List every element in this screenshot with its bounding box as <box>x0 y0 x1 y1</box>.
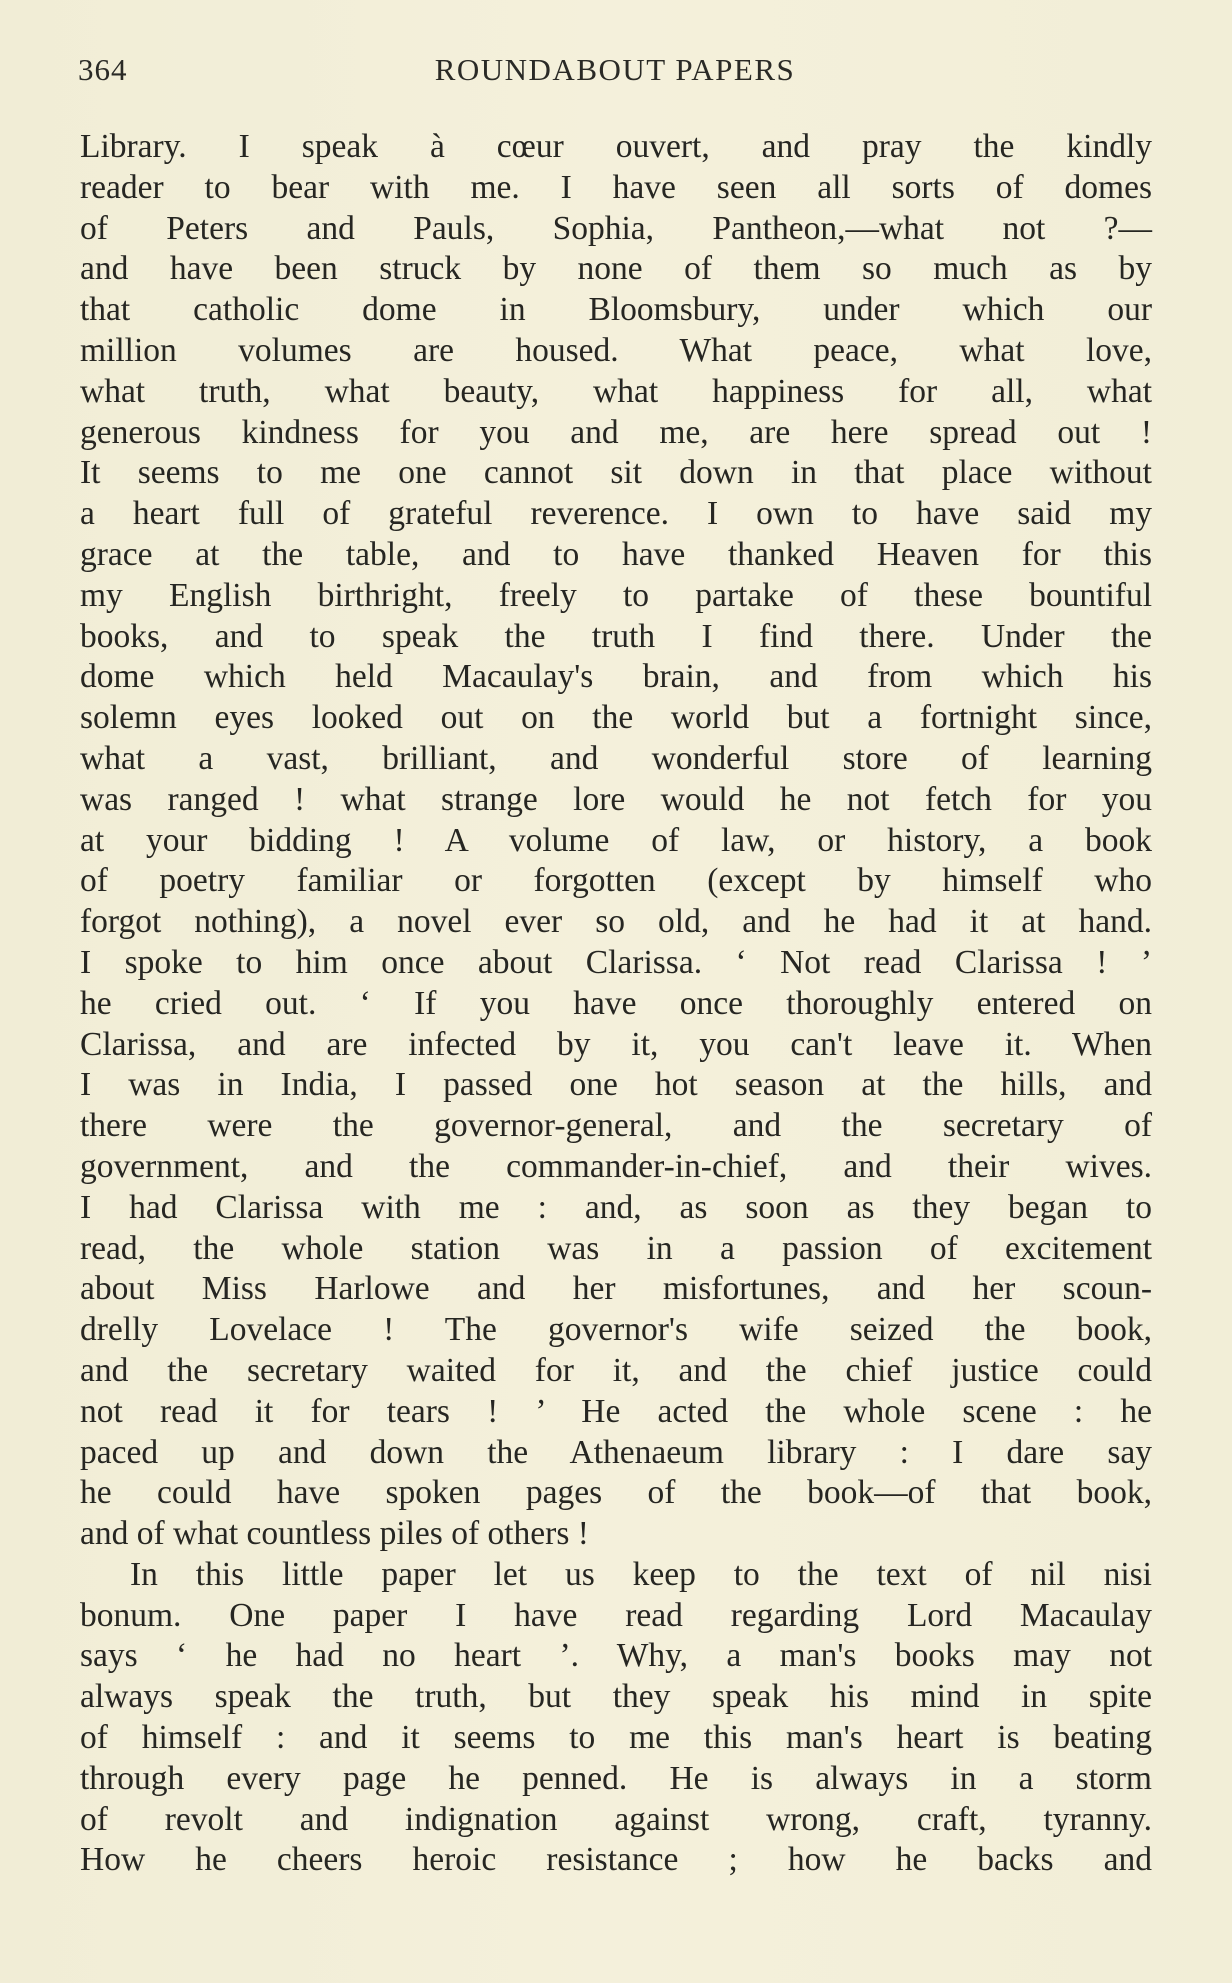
text-line: It seems to me one cannot sit down in that place without <box>80 454 1152 492</box>
text-line: generous kindness for you and me, are here spread out ! <box>80 413 1152 451</box>
text-line: of Peters and Pauls, Sophia, Pantheon,—what not ?— <box>80 209 1152 247</box>
text-line: and of what countless piles of others ! <box>80 1515 589 1553</box>
text-line: drelly Lovelace ! The governor's wife seized the book, <box>80 1311 1152 1349</box>
running-head: ROUNDABOUT PAPERS <box>434 52 796 87</box>
text-line: of poetry familiar or forgotten (except by himself who <box>80 862 1152 900</box>
text-line: forgot nothing), a novel ever so old, and he had it at hand. <box>80 903 1152 941</box>
text-line: and the secretary waited for it, and the chief justice could <box>80 1351 1152 1389</box>
text-line: always speak the truth, but they speak his mind in spite <box>80 1678 1152 1716</box>
text-line: he cried out. ‘ If you have once thoroughly entered on <box>80 984 1152 1022</box>
text-line: about Miss Harlowe and her misfortunes, and her scoun- <box>80 1270 1152 1308</box>
text-line: In this little paper let us keep to the text of nil nisi <box>130 1555 1152 1593</box>
text-line: dome which held Macaulay's brain, and from which his <box>80 658 1152 696</box>
text-line: I was in India, I passed one hot season at the hills, and <box>80 1066 1152 1104</box>
text-line: at your bidding ! A volume of law, or history, a book <box>80 821 1152 859</box>
text-line: my English birthright, freely to partake of these bountiful <box>80 576 1152 614</box>
text-line: paced up and down the Athenaeum library : I dare say <box>80 1433 1152 1471</box>
text-line: of revolt and indignation against wrong, craft, tyranny. <box>80 1800 1152 1838</box>
paragraph-2 <box>80 1555 1152 1881</box>
text-line: bonum. One paper I have read regarding Lord Macaulay <box>80 1596 1152 1634</box>
text-line: through every page he penned. He is always in a storm <box>80 1759 1152 1797</box>
text-line: I spoke to him once about Clarissa. ‘ Not read Clarissa ! ’ <box>80 943 1152 981</box>
text-line: what truth, what beauty, what happiness for all, what <box>80 372 1152 410</box>
text-line: and have been struck by none of them so much as by <box>80 250 1152 288</box>
text-line: books, and to speak the truth I find there. Under the <box>80 617 1152 655</box>
paragraph-1 <box>80 127 1152 1555</box>
text-line: solemn eyes looked out on the world but a fortnight since, <box>80 699 1152 737</box>
text-line: Library. I speak à cœur ouvert, and pray the kindly <box>80 128 1152 165</box>
text-line: reader to bear with me. I have seen all sorts of domes <box>80 168 1152 206</box>
text-line: says ‘ he had no heart ’. Why, a man's books may not <box>80 1637 1152 1675</box>
body-text <box>80 127 1152 1881</box>
text-line: million volumes are housed. What peace, what love, <box>80 331 1152 369</box>
page-number: 364 <box>78 52 128 87</box>
text-line: a heart full of grateful reverence. I own to have said my <box>80 495 1152 533</box>
text-line: he could have spoken pages of the book—of that book, <box>80 1474 1152 1512</box>
text-line: How he cheers heroic resistance ; how he backs and <box>80 1841 1152 1879</box>
text-line: that catholic dome in Bloomsbury, under which our <box>80 291 1152 329</box>
text-line: read, the whole station was in a passion of excitement <box>80 1229 1152 1267</box>
text-line: was ranged ! what strange lore would he not fetch for you <box>80 780 1152 818</box>
text-line: what a vast, brilliant, and wonderful store of learning <box>80 739 1152 777</box>
text-line: government, and the commander-in-chief, and their wives. <box>80 1147 1152 1185</box>
text-line: there were the governor-general, and the secretary of <box>80 1107 1152 1145</box>
text-line: grace at the table, and to have thanked Heaven for this <box>80 535 1152 573</box>
page-header <box>78 52 1152 96</box>
text-line: I had Clarissa with me : and, as soon as they began to <box>80 1188 1152 1226</box>
text-line: Clarissa, and are infected by it, you can't leave it. When <box>80 1025 1152 1063</box>
text-line: not read it for tears ! ’ He acted the whole scene : he <box>80 1392 1152 1430</box>
text-line: of himself : and it seems to me this man's heart is beating <box>80 1719 1152 1757</box>
